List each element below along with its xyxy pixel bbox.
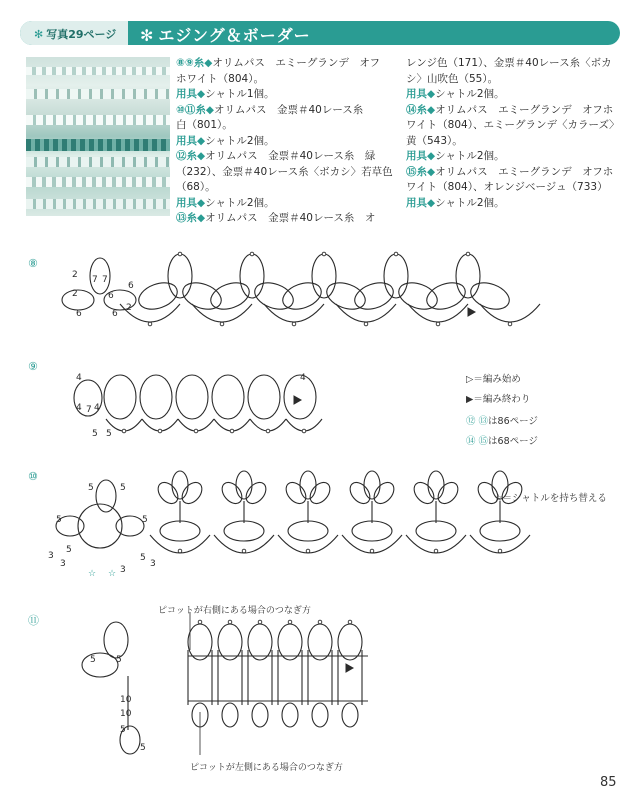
- petal-ring: [410, 479, 438, 508]
- top-ring: [308, 624, 332, 660]
- petal-ring: [218, 479, 246, 508]
- end-marker-icon: [294, 396, 301, 404]
- scallop-ring: [104, 375, 136, 419]
- stitch-count: 2: [72, 270, 78, 280]
- stitch-count: 5: [56, 515, 62, 525]
- picot-mark: [242, 549, 246, 553]
- materials-text: シャトル1個。: [205, 88, 275, 100]
- picot-mark: [364, 322, 368, 326]
- picot-mark: [436, 322, 440, 326]
- clover-top-ring: [240, 254, 264, 298]
- stitch-count: 5: [66, 545, 72, 555]
- stitch-count: 5: [142, 515, 148, 525]
- diagram-label-10: ⑩: [28, 470, 38, 483]
- bottom-ring: [282, 703, 298, 727]
- petal-ring: [346, 479, 374, 508]
- clover-top-ring: [384, 254, 408, 298]
- materials-label: 用具◆: [406, 88, 436, 100]
- stitch-count: 7: [92, 275, 98, 285]
- picot-mark: [148, 322, 152, 326]
- stitch-count: 7: [102, 275, 108, 285]
- stitch-count: 3: [150, 559, 156, 569]
- stitch-count: 4: [76, 403, 82, 413]
- materials-text: オリムパス エミーグランデ オフホ: [435, 103, 614, 116]
- stitch-count: 5: [92, 429, 98, 439]
- materials-text: オリムパス エミーグランデ オフホ: [435, 165, 614, 178]
- stitch-count: 2: [126, 303, 132, 313]
- diagram-label-9: ⑨: [28, 360, 38, 373]
- stitch-count: 10: [120, 709, 132, 719]
- photo-ref-text: 写真29ページ: [46, 28, 117, 41]
- top-ring: [338, 624, 362, 660]
- chain-arc: [336, 304, 396, 322]
- scallop-ring: [212, 375, 244, 419]
- stitch-count: 5: [120, 725, 126, 735]
- picot-mark: [394, 252, 398, 256]
- materials-text: オリムパス 金票＃40レース糸: [213, 103, 364, 116]
- shuttle-swap-star: ☆: [88, 569, 97, 579]
- chain-arc: [192, 304, 252, 322]
- start-ring: [116, 516, 144, 536]
- page-number: 85: [600, 775, 617, 790]
- stitch-count: 5: [106, 429, 112, 439]
- legend-ref-68: [466, 433, 538, 447]
- petal-ring: [300, 471, 316, 499]
- stitch-count: 5: [88, 483, 94, 493]
- materials-text: レンジ色（171）、金票＃40レース糸〈ボカ: [406, 57, 612, 69]
- materials-label: 用具◆: [176, 196, 206, 209]
- materials-text: オリムパス 金票＃40レース糸 オ: [205, 212, 376, 224]
- note-picot-left: ピコットが左側にある場合のつなぎ方: [190, 763, 343, 773]
- picot-mark: [250, 252, 254, 256]
- materials-text: ホワイト（804）。: [176, 72, 264, 85]
- bottom-ring: [312, 703, 328, 727]
- top-ring: [278, 624, 302, 660]
- bottom-ring: [342, 703, 358, 727]
- picot-mark: [302, 429, 306, 433]
- center-ring: [480, 521, 520, 541]
- legend-start-text: ＝編み始め: [473, 374, 521, 385]
- start-ring: [82, 653, 118, 677]
- materials-text: シャトル2個。: [435, 196, 505, 209]
- page-title-text: エジング＆ボーダー: [158, 26, 311, 45]
- materials-text: オリムパス 金票＃40レース糸 緑: [205, 150, 376, 162]
- petal-ring: [282, 479, 310, 508]
- materials-label: 用具◆: [406, 196, 436, 209]
- legend-ref-86-text: は86ページ: [488, 416, 538, 427]
- picot-mark: [122, 429, 126, 433]
- chain-arc: [480, 304, 540, 322]
- picot-mark: [508, 322, 512, 326]
- picot-mark: [498, 549, 502, 553]
- diagram-label-11: ⑪: [28, 614, 39, 627]
- legend-start: [466, 371, 521, 385]
- shuttle-swap-star: ☆: [108, 569, 117, 579]
- materials-text: 黄（543）。: [406, 134, 463, 147]
- note-picot-right: ピコットが右側にある場合のつなぎ方: [158, 606, 311, 616]
- picot-mark: [194, 429, 198, 433]
- legend-end: [466, 391, 530, 405]
- petal-ring: [428, 471, 444, 499]
- diagram-label-8: ⑧: [28, 257, 38, 270]
- materials-text: （68）。: [176, 181, 216, 193]
- top-ring: [218, 624, 242, 660]
- petal-ring: [178, 479, 206, 508]
- petal-ring: [364, 471, 380, 499]
- bottom-ring: [222, 703, 238, 727]
- start-ring: [104, 622, 128, 658]
- picot-mark: [466, 252, 470, 256]
- clover-top-ring: [168, 254, 192, 298]
- snowflake-icon: ✻: [34, 28, 44, 41]
- materials-label: ⑮糸◆: [406, 165, 436, 178]
- picot-mark: [322, 252, 326, 256]
- picot-mark: [318, 620, 322, 624]
- stitch-count: 4: [76, 373, 82, 383]
- materials-text: シャトル2個。: [435, 150, 505, 162]
- stitch-count: 4: [300, 373, 306, 383]
- materials-label: ⑧⑨糸◆: [176, 57, 213, 69]
- picot-mark: [230, 429, 234, 433]
- center-ring: [352, 521, 392, 541]
- picot-mark: [348, 620, 352, 624]
- bottom-ring: [252, 703, 268, 727]
- stitch-count: 5: [140, 743, 146, 753]
- start-triangle-icon: ▷: [466, 374, 474, 385]
- stitch-count: 5: [120, 483, 126, 493]
- scallop-ring: [176, 375, 208, 419]
- materials-text: シャトル2個。: [205, 196, 275, 209]
- stitch-count: 3: [120, 565, 126, 575]
- stitch-count: 5: [90, 655, 96, 665]
- materials-label: ⑬糸◆: [176, 212, 206, 224]
- end-triangle-icon: ▶: [466, 394, 474, 405]
- picot-mark: [258, 620, 262, 624]
- center-ring: [160, 521, 200, 541]
- start-chain-ring: [78, 504, 122, 548]
- top-ring: [188, 624, 212, 660]
- petal-ring: [154, 479, 182, 508]
- picot-mark: [306, 549, 310, 553]
- petal-ring: [242, 479, 270, 508]
- materials-text: ワイト（804）、オレンジベージュ（733）: [406, 181, 608, 193]
- chain-arc: [264, 304, 324, 322]
- materials-label: ⑭糸◆: [406, 103, 436, 116]
- stitch-count: 4: [94, 403, 100, 413]
- picot-mark: [266, 429, 270, 433]
- center-ring: [224, 521, 264, 541]
- materials-text: （232）、金票＃40レース糸〈ボカシ〉若草色: [176, 165, 393, 178]
- stitch-count: 10: [120, 695, 132, 705]
- stitch-count: 3: [60, 559, 66, 569]
- materials-label: 用具◆: [406, 150, 436, 162]
- materials-label: 用具◆: [176, 134, 206, 147]
- petal-ring: [434, 479, 462, 508]
- stitch-count: 6: [108, 291, 114, 301]
- start-ring: [62, 290, 94, 310]
- stitch-count: 5: [140, 553, 146, 563]
- start-ring: [96, 480, 116, 512]
- stitch-count: 3: [48, 551, 54, 561]
- snowflake-icon: ✻: [140, 26, 155, 45]
- petal-ring: [370, 479, 398, 508]
- materials-text: シャトル2個。: [205, 134, 275, 147]
- stitch-count: 5: [116, 655, 122, 665]
- legend-shuttle-swap: ☆＝シャトルを持ち替える: [494, 493, 607, 504]
- legend-ref-86-nums: ⑫ ⑬: [466, 416, 489, 427]
- picot-mark: [370, 549, 374, 553]
- picot-mark: [178, 252, 182, 256]
- scallop-ring: [140, 375, 172, 419]
- legend-ref-68-nums: ⑭ ⑮: [466, 436, 489, 447]
- picot-mark: [292, 322, 296, 326]
- picot-mark: [158, 429, 162, 433]
- chain-arc: [408, 304, 468, 322]
- materials-text: ワイト（804）、エミーグランデ〈カラーズ〉: [406, 119, 620, 131]
- stitch-count: 7: [86, 405, 92, 415]
- materials-label: ⑩⑪糸◆: [176, 103, 214, 116]
- scallop-ring: [248, 375, 280, 419]
- stitch-count: 2: [72, 289, 78, 299]
- legend-ref-68-text: は68ページ: [488, 436, 538, 447]
- top-ring: [248, 624, 272, 660]
- materials-text: 白（801）。: [176, 119, 233, 131]
- picot-mark: [434, 549, 438, 553]
- clover-top-ring: [456, 254, 480, 298]
- center-ring: [288, 521, 328, 541]
- materials-text: シャトル2個。: [435, 88, 505, 100]
- materials-label: 用具◆: [176, 88, 206, 100]
- stitch-count: 6: [112, 309, 118, 319]
- center-ring: [416, 521, 456, 541]
- legend-ref-86: [466, 413, 538, 427]
- picot-mark: [228, 620, 232, 624]
- clover-left-ring: [135, 278, 181, 314]
- clover-right-ring: [467, 278, 513, 314]
- clover-top-ring: [312, 254, 336, 298]
- stitch-count: 6: [128, 281, 134, 291]
- picot-mark: [198, 620, 202, 624]
- petal-ring: [306, 479, 334, 508]
- stitch-count: 6: [76, 309, 82, 319]
- picot-mark: [178, 549, 182, 553]
- legend-end-text: ＝編み終わり: [473, 394, 531, 405]
- materials-label: ⑫糸◆: [176, 150, 206, 162]
- petal-ring: [236, 471, 252, 499]
- picot-mark: [288, 620, 292, 624]
- end-marker-icon: [468, 308, 475, 316]
- materials-text: シ〉山吹色（55）。: [406, 72, 499, 85]
- materials-text: オリムパス エミーグランデ オフ: [212, 57, 381, 69]
- petal-ring: [172, 471, 188, 499]
- end-marker-icon: [346, 664, 353, 672]
- picot-mark: [220, 322, 224, 326]
